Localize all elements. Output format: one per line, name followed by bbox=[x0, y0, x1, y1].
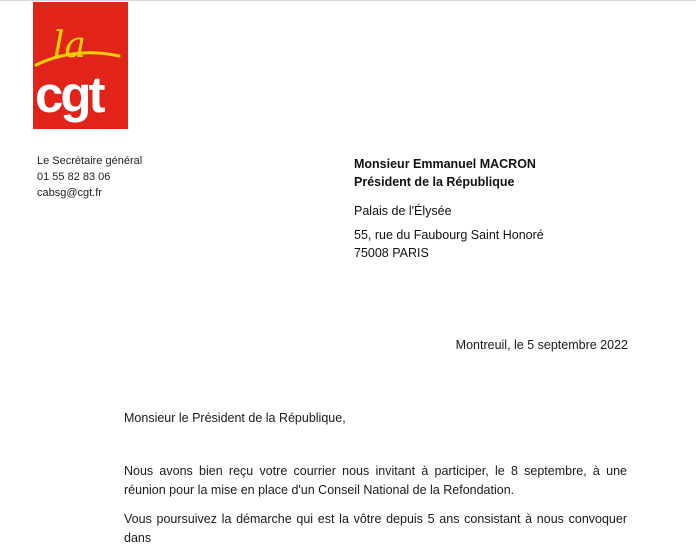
recipient-city: 75008 PARIS bbox=[354, 246, 429, 260]
recipient-title: Président de la République bbox=[354, 175, 515, 189]
body-paragraph-2: Vous poursuivez la démarche qui est la vôtre depuis 5 ans consistant à nous convoquer dans bbox=[124, 512, 627, 545]
recipient-street: 55, rue du Faubourg Saint Honoré bbox=[354, 228, 544, 242]
sender-email: cabsg@cgt.fr bbox=[37, 187, 102, 199]
dateline: Montreuil, le 5 septembre 2022 bbox=[455, 338, 628, 352]
sender-phone: 01 55 82 83 06 bbox=[37, 171, 111, 183]
recipient-palace: Palais de l'Élysée bbox=[354, 204, 452, 218]
cgt-logo bbox=[33, 2, 128, 129]
page-top-rule bbox=[0, 0, 696, 1]
body-paragraph-1: Nous avons bien reçu votre courrier nous invitant à participer, le 8 septembre, à une réunion pour la mise en place d'un Conseil National de la Refondation. bbox=[124, 464, 627, 497]
salutation: Monsieur le Président de la République, bbox=[124, 411, 346, 425]
logo-script-text: la bbox=[53, 25, 86, 66]
recipient-block bbox=[354, 155, 544, 262]
logo-main-text: cgt bbox=[35, 66, 103, 123]
recipient-name: Monsieur Emmanuel MACRON bbox=[354, 157, 536, 171]
sender-block bbox=[37, 153, 142, 201]
sender-title: Le Secrétaire général bbox=[37, 155, 143, 167]
cgt-logo-graphic bbox=[33, 2, 128, 129]
